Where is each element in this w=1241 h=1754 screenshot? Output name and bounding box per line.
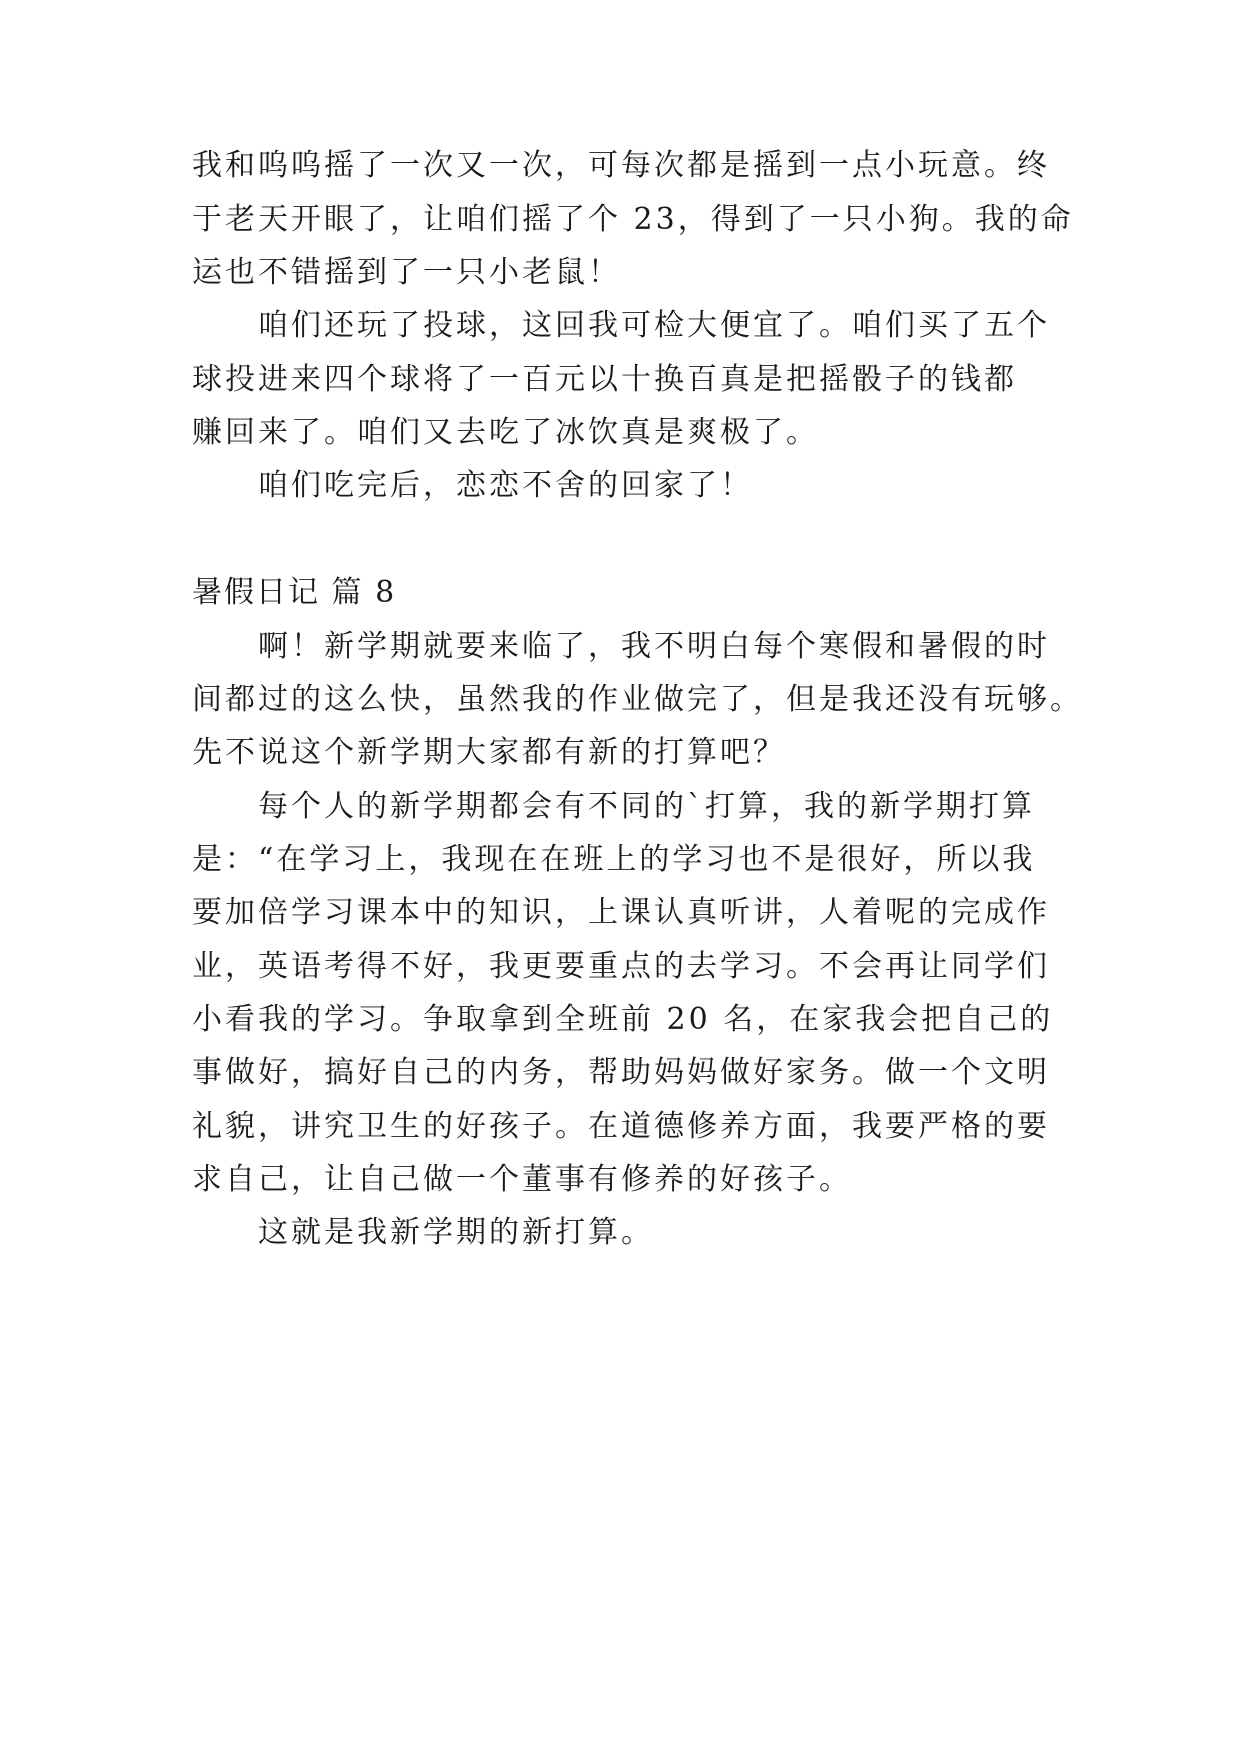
paragraph-line: 要加倍学习课本中的知识，上课认真听讲，人着呢的完成作 <box>192 895 1050 930</box>
paragraph-line: 我和呜呜摇了一次又一次，可每次都是摇到一点小玩意。终 <box>192 148 1050 183</box>
paragraph-line: 礼貌，讲究卫生的好孩子。在道德修养方面，我要严格的要 <box>192 1109 1050 1144</box>
paragraph-line: 啊！新学期就要来临了，我不明白每个寒假和暑假的时 <box>258 629 1050 664</box>
paragraph-line: 运也不错摇到了一只小老鼠！ <box>192 255 621 290</box>
paragraph-line: 先不说这个新学期大家都有新的打算吧？ <box>192 735 786 770</box>
paragraph-line: 这就是我新学期的新打算。 <box>258 1215 654 1250</box>
paragraph-line: 每个人的新学期都会有不同的`打算，我的新学期打算 <box>258 789 1035 824</box>
paragraph-line: 咱们吃完后，恋恋不舍的回家了！ <box>258 468 753 503</box>
paragraph-line: 是：“在学习上，我现在在班上的学习也不是很好，所以我 <box>192 842 1036 877</box>
paragraph-line: 事做好，搞好自己的内务，帮助妈妈做好家务。做一个文明 <box>192 1055 1050 1090</box>
paragraph-line: 球投进来四个球将了一百元以十换百真是把摇骰子的钱都 <box>192 362 1017 397</box>
paragraph-line: 赚回来了。咱们又去吃了冰饮真是爽极了。 <box>192 415 819 450</box>
paragraph-line: 于老天开眼了，让咱们摇了个 23，得到了一只小狗。我的命 <box>192 202 1074 237</box>
paragraph-line: 间都过的这么快，虽然我的作业做完了，但是我还没有玩够。 <box>192 682 1083 717</box>
paragraph-line: 业，英语考得不好，我更要重点的去学习。不会再让同学们 <box>192 949 1050 984</box>
paragraph-line: 咱们还玩了投球，这回我可检大便宜了。咱们买了五个 <box>258 308 1050 343</box>
paragraph-line: 小看我的学习。争取拿到全班前 20 名，在家我会把自己的 <box>192 1002 1054 1037</box>
paragraph-line: 求自己，让自己做一个董事有修养的好孩子。 <box>192 1162 852 1197</box>
section-heading: 暑假日记 篇 8 <box>192 575 397 610</box>
